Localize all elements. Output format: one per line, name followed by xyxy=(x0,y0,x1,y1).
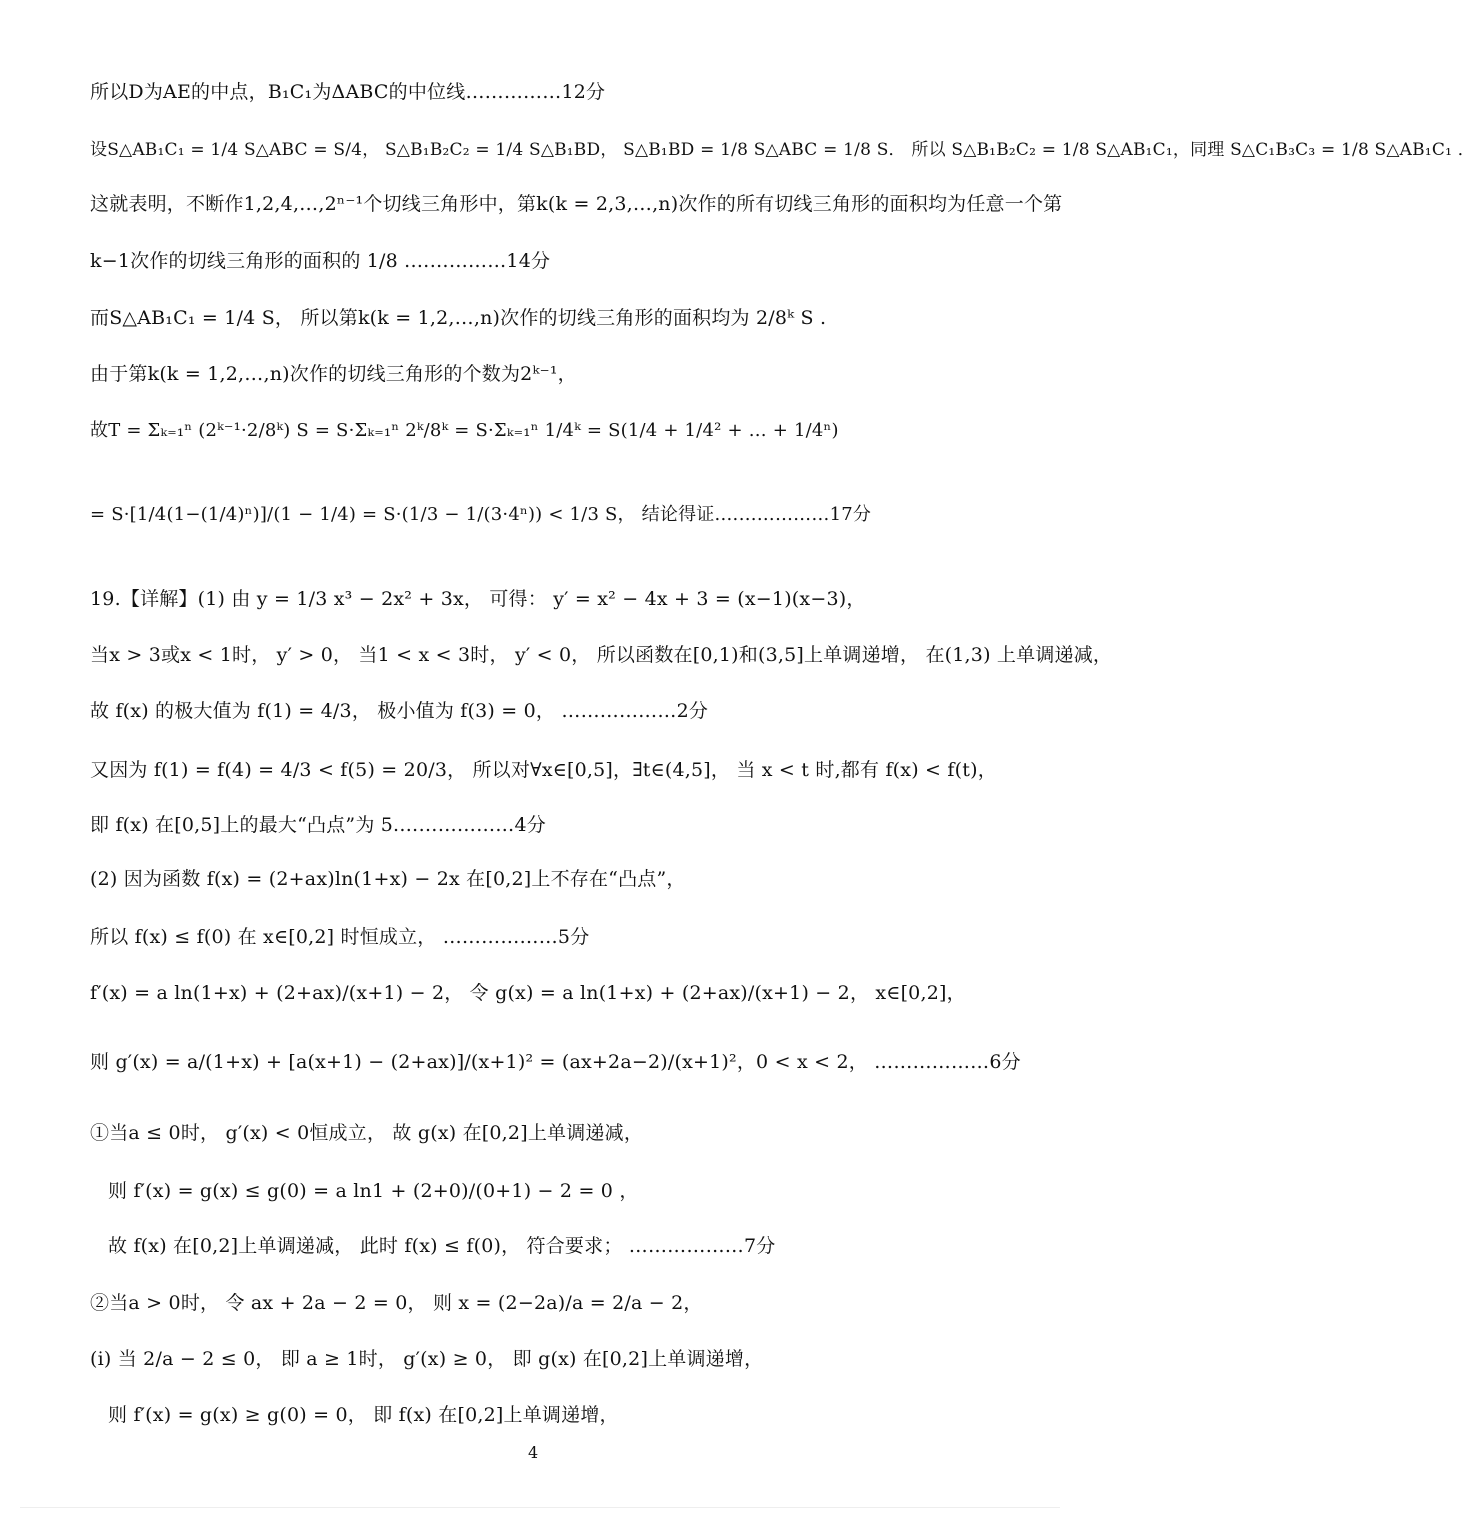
case-1-conclusion-line: 故 f(x) 在[0,2]上单调递减， 此时 f(x) ≤ f(0)， 符合要求； ………………7分 xyxy=(108,1235,776,1257)
text-line-3: 这就表明，不断作1,2,4,…,2ⁿ⁻¹个切线三角形中，第k(k = 2,3,…,n)次作的所有切线三角形的面积均为任意一个第 xyxy=(90,193,1063,215)
text-line-13: 即 f(x) 在[0,5]上的最大“凸点”为 5.………………4分 xyxy=(90,814,546,836)
text-line-5: 而S△AB₁C₁ = 1/4 S， 所以第k(k = 1,2,…,n)次作的切线三角形的面积均为 2/8ᵏ S . xyxy=(90,307,827,329)
text-line-11: 故 f(x) 的极大值为 f(1) = 4/3， 极小值为 f(3) = 0， ………………2分 xyxy=(90,700,709,722)
page-number: 4 xyxy=(528,1443,539,1462)
equation-line-7: 故T = Σₖ₌₁ⁿ (2ᵏ⁻¹·2/8ᵏ) S = S·Σₖ₌₁ⁿ 2ᵏ/8ᵏ = S·Σₖ₌₁ⁿ 1/4ᵏ = S(1/4 + 1/4² + … + 1/4ⁿ) xyxy=(90,420,839,441)
problem-19-heading: 19.【详解】(1) 由 y = 1/3 x³ − 2x² + 3x， 可得： y′ = x² − 4x + 3 = (x−1)(x−3)， xyxy=(90,588,866,610)
text-line-14: (2) 因为函数 f(x) = (2+ax)ln(1+x) − 2x 在[0,2]上不存在“凸点”， xyxy=(90,868,686,890)
bottom-divider xyxy=(20,1507,1060,1508)
equation-line-16: f′(x) = a ln(1+x) + (2+ax)/(x+1) − 2， 令 g(x) = a ln(1+x) + (2+ax)/(x+1) − 2， x∈[0,2]， xyxy=(90,982,966,1004)
case-1-line: ①当a ≤ 0时， g′(x) < 0恒成立， 故 g(x) 在[0,2]上单调递减， xyxy=(90,1122,644,1144)
equation-line-17: 则 g′(x) = a/(1+x) + [a(x+1) − (2+ax)]/(x+1)² = (ax+2a−2)/(x+1)²，0 < x < 2， ………………6分 xyxy=(90,1051,1021,1073)
text-line-1: 所以D为AE的中点，B₁C₁为ΔABC的中位线……………12分 xyxy=(90,81,606,103)
case-2-i-detail-line: 则 f′(x) = g(x) ≥ g(0) = 0， 即 f(x) 在[0,2]上单调递增， xyxy=(108,1404,619,1426)
case-2-line: ②当a > 0时， 令 ax + 2a − 2 = 0， 则 x = (2−2a)/a = 2/a − 2， xyxy=(90,1292,703,1314)
equation-line-8: = S·[1/4(1−(1/4)ⁿ)]/(1 − 1/4) = S·(1/3 − 1/(3·4ⁿ)) < 1/3 S， 结论得证.………………17分 xyxy=(90,504,872,525)
case-2-i-line: (i) 当 2/a − 2 ≤ 0， 即 a ≥ 1时， g′(x) ≥ 0， 即 g(x) 在[0,2]上单调递增， xyxy=(90,1348,764,1370)
text-line-2: 设S△AB₁C₁ = 1/4 S△ABC = S/4， S△B₁B₂C₂ = 1/4 S△B₁BD， S△B₁BD = 1/8 S△ABC = 1/8 S． 所以 S△B₁B₂C₂ = 1/8 S△AB₁C₁，同理 S△C₁B₃C₃ = 1/8 S△AB₁C₁ ． xyxy=(90,140,1475,160)
text-line-15: 所以 f(x) ≤ f(0) 在 x∈[0,2] 时恒成立， ………………5分 xyxy=(90,926,590,948)
text-line-12: 又因为 f(1) = f(4) = 4/3 < f(5) = 20/3， 所以对∀x∈[0,5]，∃t∈(4,5]， 当 x < t 时,都有 f(x) < f(t)， xyxy=(90,759,997,781)
text-line-10: 当x > 3或x < 1时， y′ > 0， 当1 < x < 3时， y′ < 0， 所以函数在[0,1)和(3,5]上单调递增， 在(1,3) 上单调递减， xyxy=(90,644,1113,666)
text-line-4: k−1次作的切线三角形的面积的 1/8 .……………14分 xyxy=(90,250,551,272)
case-1-detail-line: 则 f′(x) = g(x) ≤ g(0) = a ln1 + (2+0)/(0+1) − 2 = 0 ， xyxy=(108,1180,639,1202)
text-line-6: 由于第k(k = 1,2,…,n)次作的切线三角形的个数为2ᵏ⁻¹， xyxy=(90,363,577,385)
